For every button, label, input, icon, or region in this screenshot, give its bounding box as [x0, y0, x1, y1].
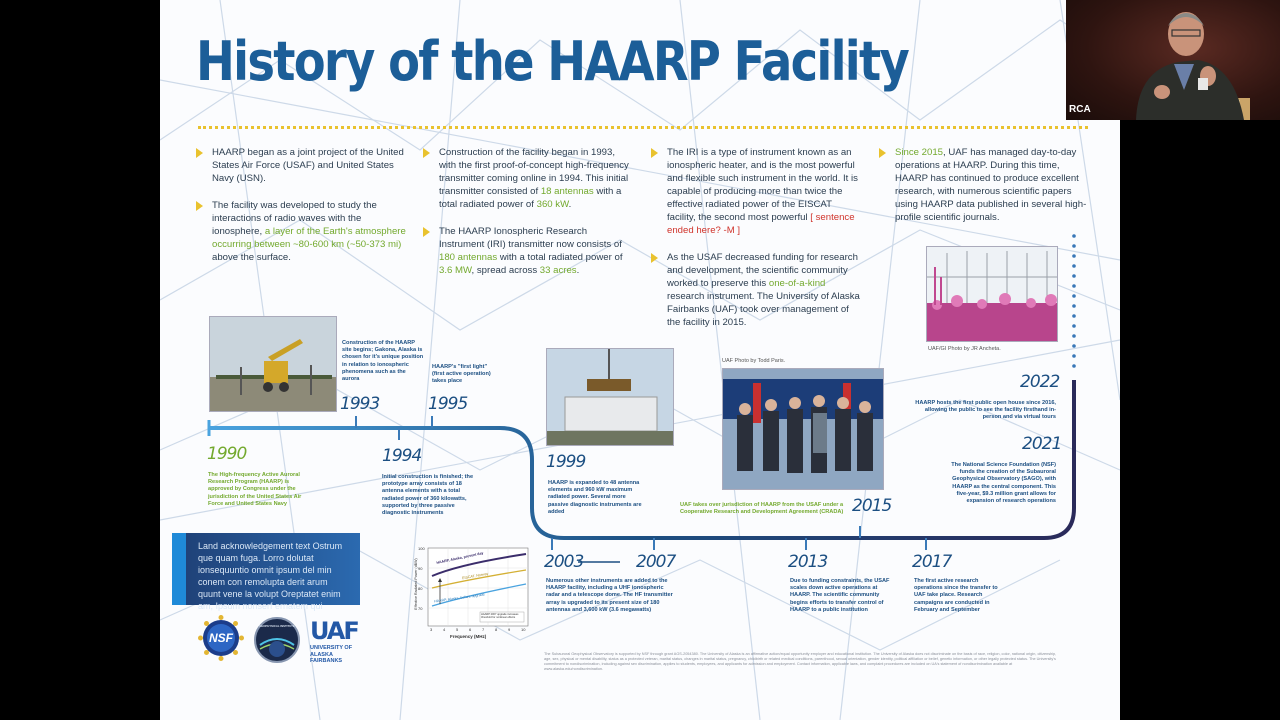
geophysical-institute-logo	[254, 617, 300, 663]
year-2015: 2015	[852, 496, 892, 516]
camera-source-label: RCA	[1069, 104, 1091, 115]
event-2021: The National Science Foundation (NSF) funds the creation of the Subauroral Geophysical Observatory (SAGO), with HAARP as the central component. This five-year, $9.3 million grant allows for expansion of research operations	[951, 462, 1056, 505]
chart-xtick: 3	[430, 627, 433, 632]
presenter-webcam	[1066, 0, 1280, 120]
chart-series-label-3: HAARP, Alaska, before upgrade	[433, 592, 485, 604]
highlight-text: one-of-a-kind	[768, 278, 826, 289]
year-2007: 2007	[636, 552, 676, 572]
nsf-logo-text: NSF	[209, 631, 233, 645]
year-2022: 2022	[1020, 372, 1060, 392]
year-1990: 1990	[207, 444, 247, 464]
bullet-text: The HAARP Ionospheric Research Instrument (IRI) transmitter now consists of	[439, 226, 622, 250]
event-2015: UAF takes over jurisdiction of HAARP from the USAF under a Cooperative Research and Development Agreement (CRADA)	[680, 502, 844, 516]
chart-series-label-2: EISCAT, Norway	[461, 571, 489, 581]
chart-xtick: 5	[456, 627, 459, 632]
highlight-text: 3.6 MW	[439, 265, 472, 276]
event-1994: Initial construction is finished; the prototype array consists of 18 antenna elements with a total radiated power of 360 kilowatts, supported by three passive diagnostic instruments	[382, 474, 474, 517]
power-frequency-chart	[410, 546, 534, 642]
nsf-logo	[198, 615, 244, 661]
bullet-text: with a total radiated power of	[497, 252, 623, 263]
chart-xtick: 4	[443, 627, 446, 632]
bullet-text: As the USAF decreased funding for research and development, the scientific community worked to preserve this	[667, 252, 858, 289]
year-1999: 1999	[546, 452, 586, 472]
chart-xtick: 10	[521, 627, 526, 632]
presentation-slide	[160, 0, 1120, 720]
highlight-text: 180 antennas	[439, 252, 498, 263]
bullet-text: research instrument. The University of Alaska Fairbanks (UAF) took over management of the facility in 2015.	[667, 291, 860, 328]
chart-note: HAARP 2007 upgrade increases threshold for nonlinear effects	[481, 613, 519, 620]
land-acknowledgement-box: Land acknowledgement text Ostrum que quam fuga. Lorro dolutat ionsequuntio omnit ipsum del min conem con remolupta derit arum quunt vene la volupt Oreptatet enim am, Ipsum nonserf ernatem qui	[172, 533, 360, 605]
chart-ylabel: Effective Radiated Power (dBW)	[414, 558, 418, 610]
chart-xtick: 7	[482, 627, 485, 632]
uaf-logo-text: UAF	[310, 617, 358, 645]
chart-ytick: 100	[418, 546, 425, 551]
fineprint: The Subauroral Geophysical Observatory is supported by NSF through grant AGS-2054380. The University of Alaska is an affirmative action/equal opportunity employer and educational institution. The University of Alaska does not discriminate on the basis of race, religion, color, national origin, citizenship, age, sex, physical or mental disability, status as a protected veteran, marital status, changes in marital status, pregnancy, childbirth or related medical conditions, parenthood, sexual orientation, gender identity, political affiliation or belief, genetic information, or other legally protected status. The University's commitment to nondiscrimination, including against sex discrimination, applies to students, employees, and applicants for admission and employment. Contact information, applicable laws, and complaint procedures are included on UA's statement of nondiscrimination available at www.alaska.edu/nondiscrimination.	[544, 652, 1057, 671]
year-2021: 2021	[1022, 434, 1062, 454]
bullet-text: , UAF has managed day-to-day operations at HAARP. During this time, HAARP has continued to produce excellent research, with numerous scientific papers using HAARP data published in several high-profile scientific journals.	[895, 147, 1087, 223]
bullet-text: HAARP began as a joint project of the United States Air Force (USAF) and United States Navy (USN).	[212, 147, 404, 184]
chart-xlabel: Frequency (MHz)	[450, 634, 487, 639]
bullet-text: .	[576, 265, 580, 276]
year-2017: 2017	[912, 552, 952, 572]
chart-xtick: 8	[495, 627, 498, 632]
chart-ytick: 80	[418, 586, 423, 591]
year-2003: 2003	[544, 552, 584, 572]
chart-xtick: 9	[508, 627, 511, 632]
year-1995: 1995	[428, 394, 468, 414]
uaf-logo-subtext: UNIVERSITY OF ALASKA FAIRBANKS	[310, 645, 353, 664]
highlight-text: Since 2015	[895, 147, 944, 158]
chart-ytick: 70	[418, 606, 423, 611]
editor-note: [ sentence ended here? -M ]	[667, 212, 855, 236]
highlight-text: a layer of the Earth's atmosphere occurring between ~80-600 km (~50-373 mi)	[212, 226, 406, 250]
year-2013: 2013	[788, 552, 828, 572]
event-1993: Construction of the HAARP site begins; Gakona, Alaska is chosen for it's unique position in relation to ionospheric phenomena such as the aurora	[342, 340, 424, 383]
bullet-text: The facility was developed to study the interactions of radio waves with the ionosphere,	[212, 200, 377, 237]
year-1993: 1993	[340, 394, 380, 414]
bullet-text: above the surface.	[212, 252, 291, 263]
event-2022: HAARP hosts the first public open house since 2016, allowing the public to see the facility firsthand in-person and via virtual tours	[915, 400, 1056, 421]
highlight-text: 360 kW	[536, 199, 569, 210]
event-1999: HAARP is expanded to 48 antenna elements and 960 kW maximum radiated power. Several more passive diagnostic instruments are added	[548, 480, 642, 515]
gi-logo-text: GEOPHYSICAL INSTITUTE	[259, 624, 295, 628]
chart-xtick: 6	[469, 627, 472, 632]
chart-ytick: 90	[418, 566, 423, 571]
chart-series-label-1: HAARP, Alaska, present day	[436, 551, 484, 565]
event-2017: The first active research operations since the transfer to UAF take place. Research campaigns are conducted in February and September	[914, 578, 998, 613]
highlight-text: 33 acres	[539, 265, 577, 276]
uaf-logo	[310, 617, 364, 667]
event-1990: The High-frequency Active Auroral Research Program (HAARP) is approved by Congress under the jurisdiction of the United States Air Force and United States Navy	[208, 472, 302, 507]
bullet-text: , spread across	[471, 265, 540, 276]
fireweed-photo-caption: UAF/GI Photo by JR Ancheta.	[928, 346, 1001, 352]
bullet-text: .	[568, 199, 572, 210]
ceremony-photo-caption: UAF Photo by Todd Paris.	[722, 358, 786, 364]
bullet-text: Construction of the facility began in 1993, with the first proof-of-concept high-frequency transmitter coming online in 1994. This initial transmitter consisted of	[439, 147, 629, 197]
event-2003: Numerous other instruments are added to the HAARP facility, including a UHF ionospheric radar and a telescope dome. The HF transmitter array is upgraded to its present size of 180 antennas and 3,600 kW (3.6 megawatts)	[546, 578, 673, 613]
bullet-text: The IRI is a type of instrument known as an ionospheric heater, and is the most powerful and flexible such instrument in the world. It is capable of producing more than twice the effective radiated power of the EISCAT facility, the second most powerful	[667, 147, 858, 223]
bullet-text: with a total radiated power of	[439, 186, 622, 210]
year-1994: 1994	[382, 446, 422, 466]
event-1995: HAARP's "first light" (first active operation) takes place	[432, 364, 491, 385]
highlight-text: 18 antennas	[540, 186, 594, 197]
slide-title: History of the HAARP Facility	[196, 30, 909, 93]
event-2013: Due to funding constraints, the USAF scales down active operations at HAARP. The scientific community begins efforts to transfer control of HAARP to a public institution	[790, 578, 890, 613]
